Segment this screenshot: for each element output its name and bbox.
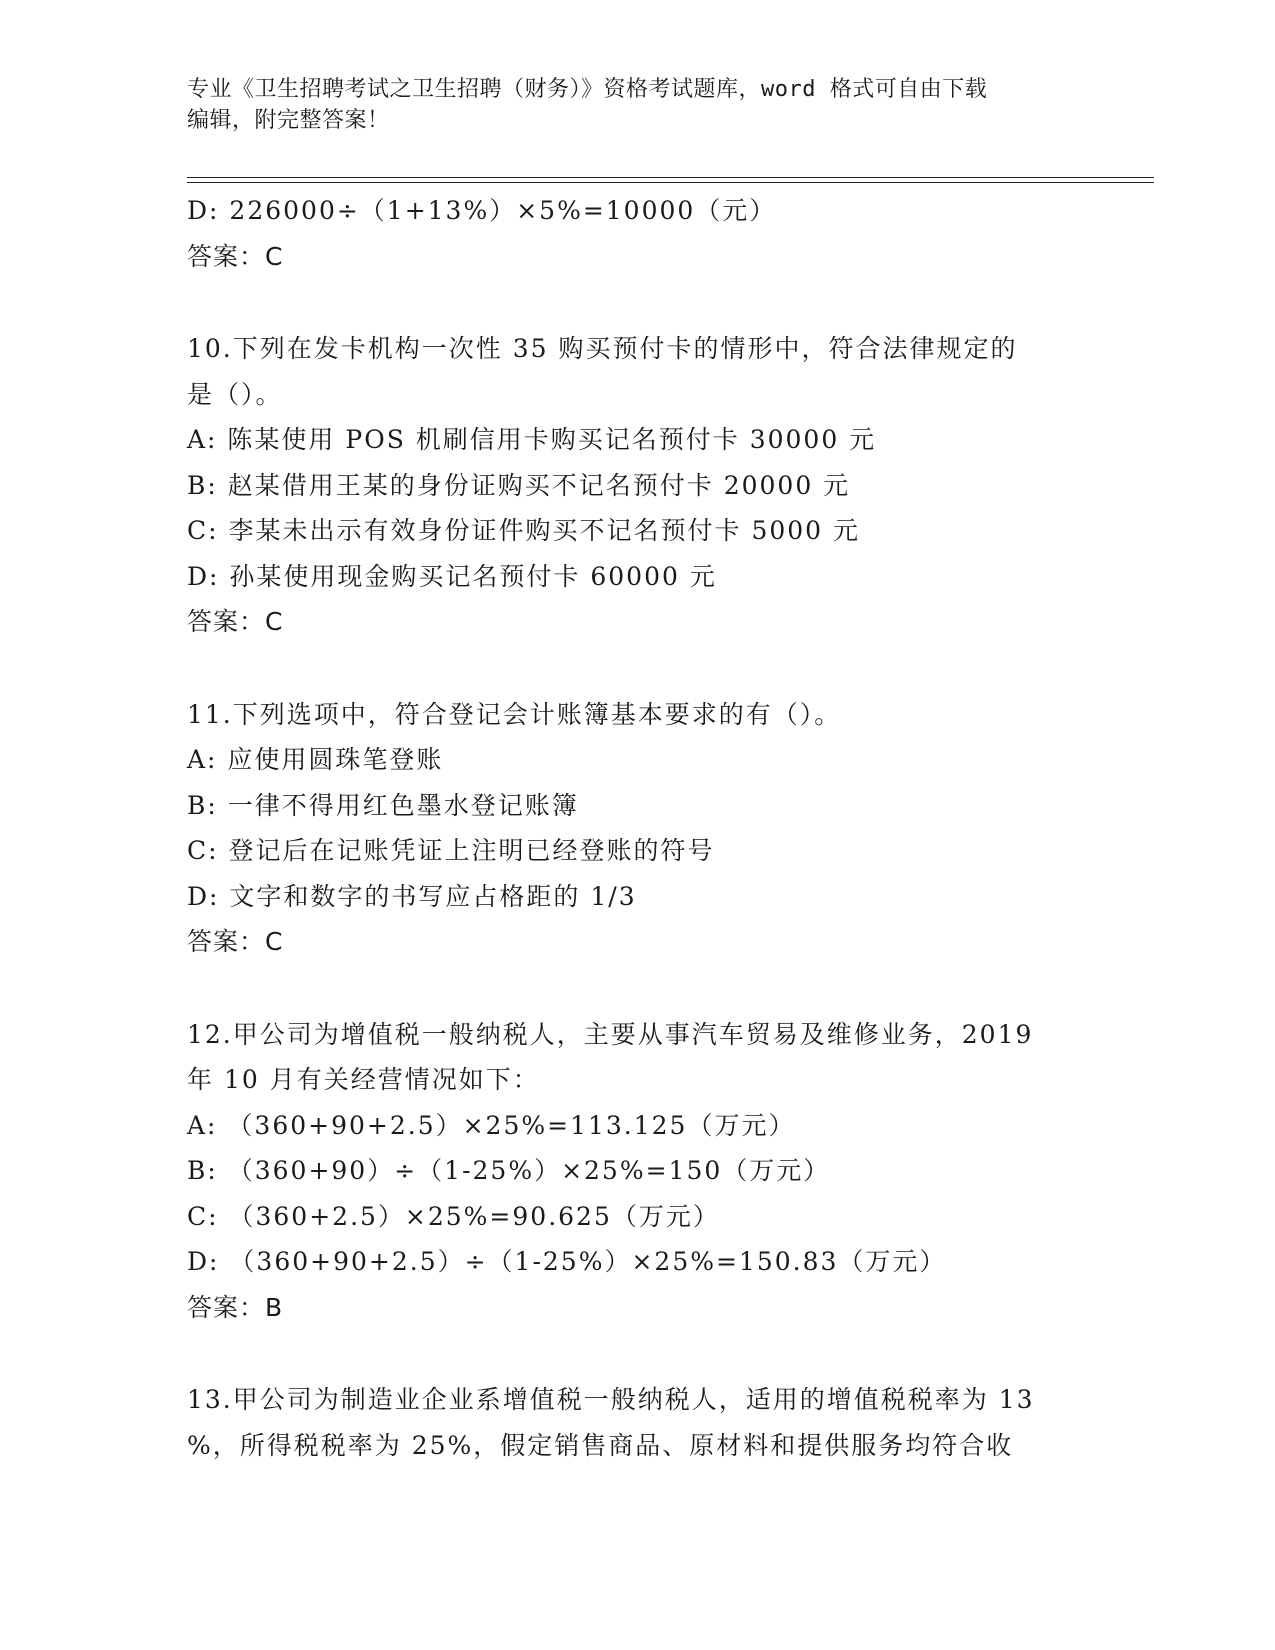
spacer (187, 1330, 1087, 1377)
option-a: A: 陈某使用 POS 机刷信用卡购买记名预付卡 30000 元 (187, 425, 877, 454)
question-stem: 11.下列选项中，符合登记会计账簿基本要求的有（）。 (187, 699, 842, 729)
option-c: C: 登记后在记账凭证上注明已经登账的符号 (187, 836, 715, 865)
question-stem: 10.下列在发卡机构一次性 35 购买预付卡的情形中，符合法律规定的 (187, 334, 1018, 363)
option-a: A: 应使用圆珠笔登账 (187, 745, 444, 774)
question-stem: 是（）。 (187, 379, 283, 409)
question-10 (187, 326, 1087, 645)
option-b: B: 一律不得用红色墨水登记账簿 (187, 790, 579, 820)
question-13 (187, 1377, 1087, 1468)
spacer (187, 965, 1087, 1012)
document-header (187, 74, 1087, 136)
option-d: D: 文字和数字的书写应占格距的 1/3 (187, 881, 637, 911)
option-d: D: 226000÷（1+13%）×5%=10000（元） (187, 196, 777, 225)
spacer (187, 279, 1087, 326)
question-stem: %，所得税税率为 25%，假定销售商品、原材料和提供服务均符合收 (187, 1430, 1014, 1460)
option-a: A: （360+90+2.5）×25%=113.125（万元） (187, 1110, 796, 1140)
answer-line: 答案：B (187, 1292, 284, 1322)
question-11 (187, 692, 1087, 965)
option-c: C: 李某未出示有效身份证件购买不记名预付卡 5000 元 (187, 516, 861, 545)
question-stem: 13.甲公司为制造业企业系增值税一般纳税人，适用的增值税税率为 13 (187, 1385, 1035, 1414)
question-stem: 12.甲公司为增值税一般纳税人，主要从事汽车贸易及维修业务，2019 (187, 1019, 1034, 1049)
answer-line: 答案：C (187, 241, 284, 271)
header-line-1: 专业《卫生招聘考试之卫生招聘（财务）》资格考试题库，word 格式可自由下载 (187, 77, 988, 102)
option-d: D: （360+90+2.5）÷（1-25%）×25%=150.83（万元） (187, 1247, 947, 1276)
question-stem: 年 10 月有关经营情况如下： (187, 1065, 540, 1094)
option-d: D: 孙某使用现金购买记名预付卡 60000 元 (187, 561, 717, 591)
header-divider-bottom (187, 182, 1154, 183)
answer-line: 答案：C (187, 927, 284, 956)
previous-question-tail (187, 188, 1087, 279)
header-line-2: 编辑，附完整答案！ (187, 108, 390, 133)
header-divider-top (187, 177, 1154, 178)
question-content (187, 188, 1087, 1468)
answer-line: 答案：C (187, 607, 284, 636)
option-b: B: 赵某借用王某的身份证购买不记名预付卡 20000 元 (187, 470, 851, 500)
question-12 (187, 1012, 1087, 1331)
spacer (187, 645, 1087, 692)
option-c: C: （360+2.5）×25%=90.625（万元） (187, 1201, 720, 1231)
option-b: B: （360+90）÷（1-25%）×25%=150（万元） (187, 1156, 831, 1185)
